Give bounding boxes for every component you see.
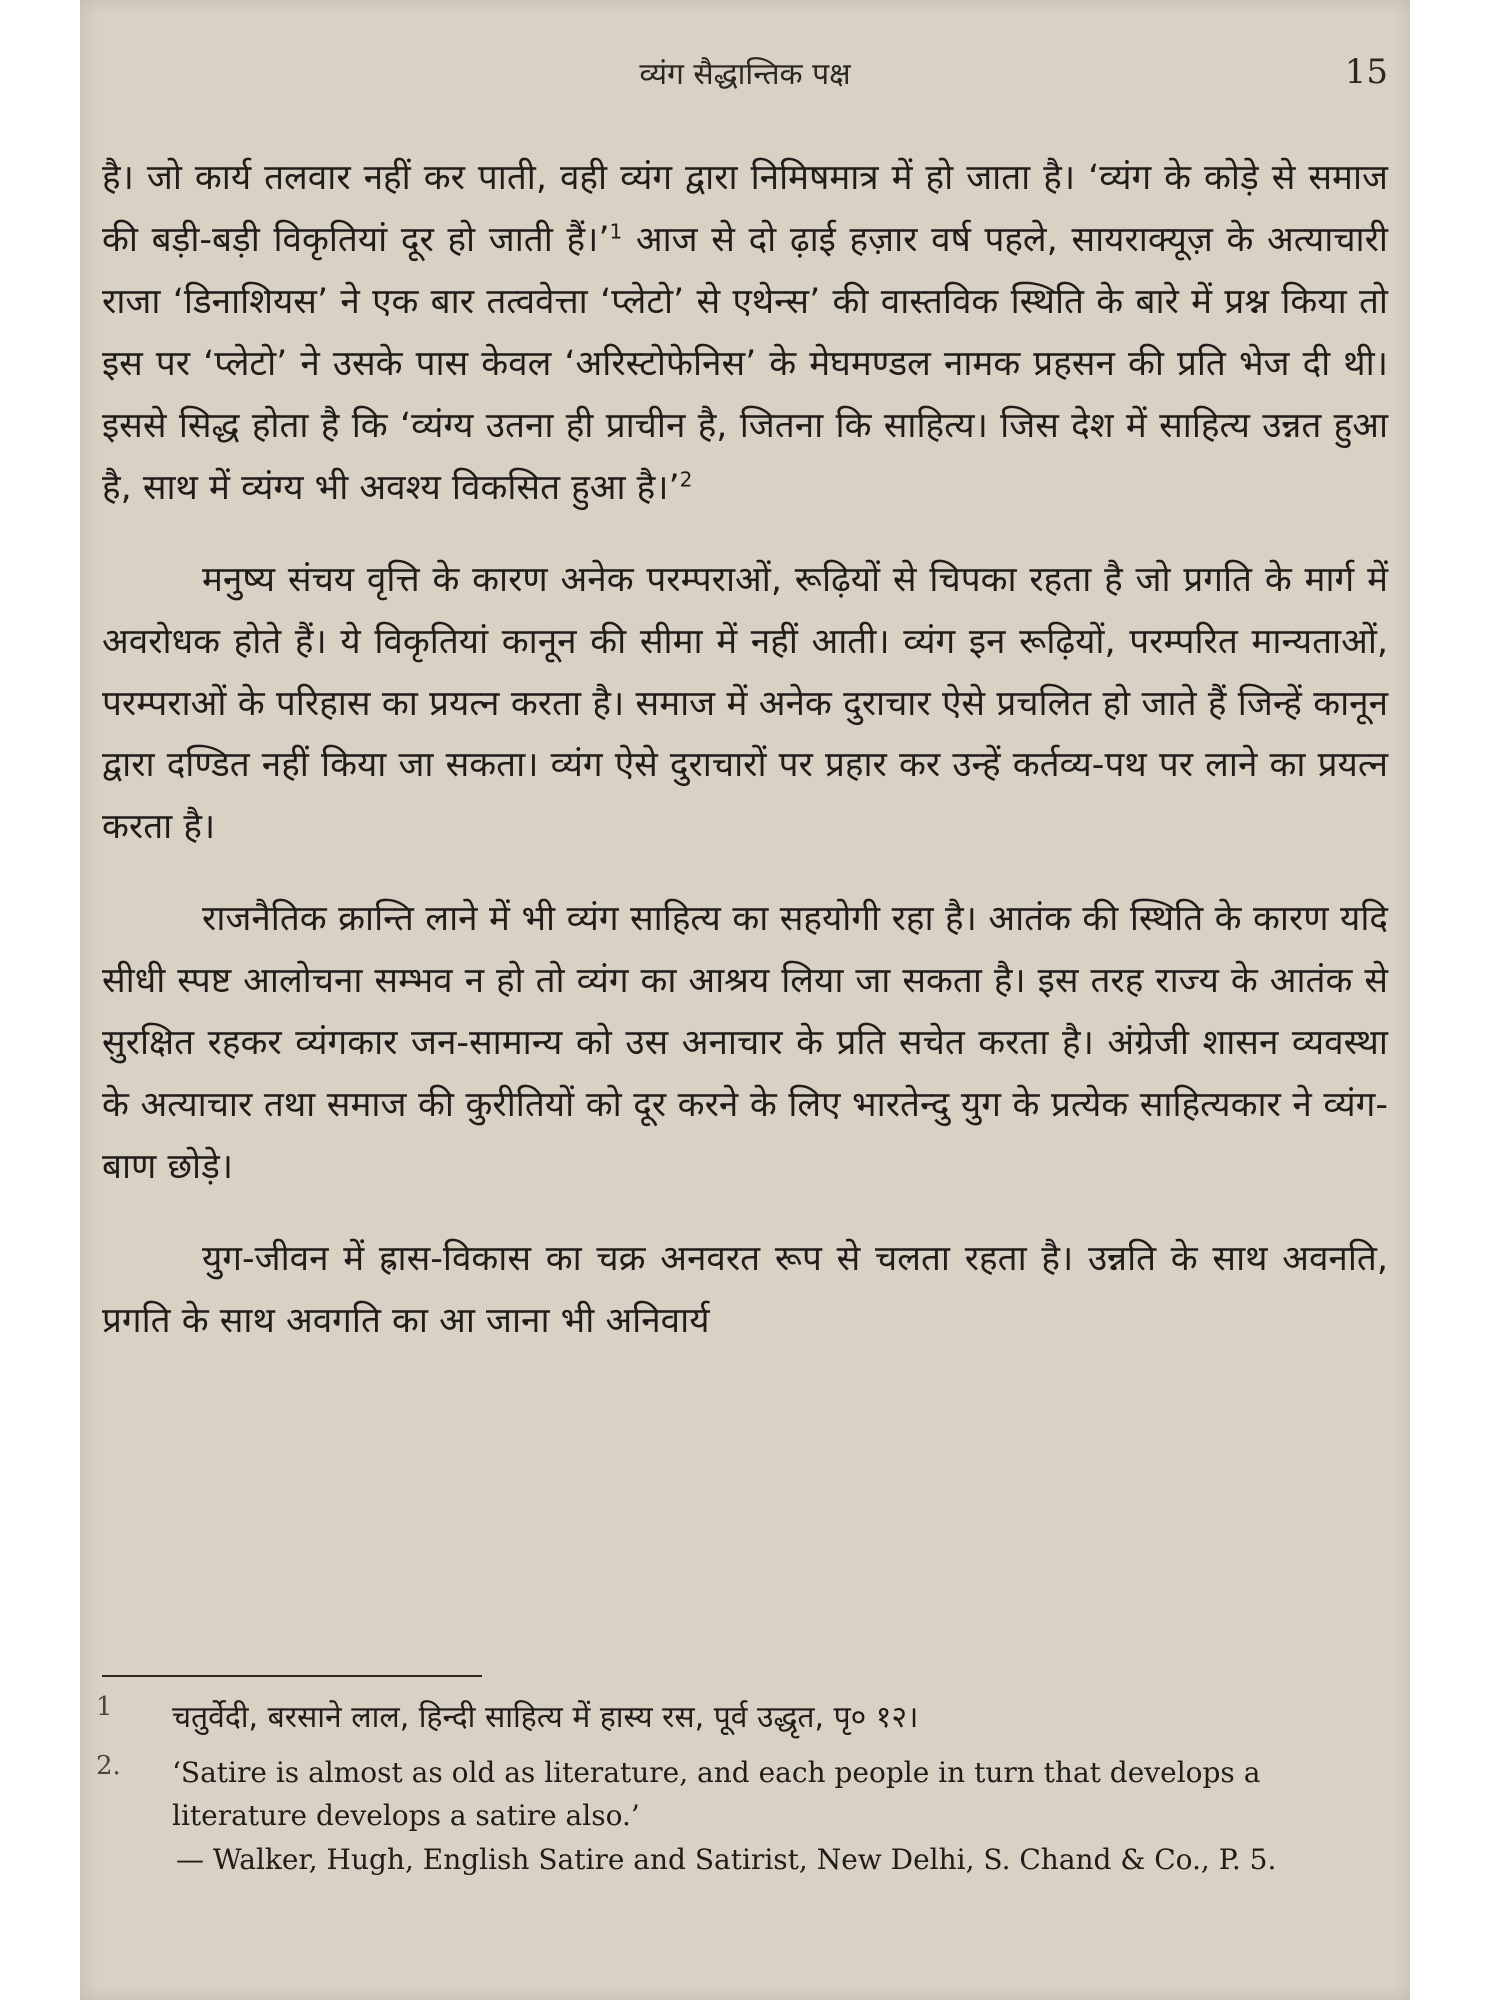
running-title: व्यंग सैद्धान्तिक पक्ष	[639, 57, 851, 92]
footnote-2-source: — Walker, Hugh, English Satire and Satirist, New Delhi, S. Chand & Co., P. 5.	[176, 1842, 1277, 1876]
page	[80, 0, 1410, 2000]
paragraph-1-text-continued: आज से दो ढ़ाई हज़ार वर्ष पहले, सायराक्यूज़ के अत्याचारी राजा ‘डिनाशियस’ ने एक बार तत्ववेत्ता ‘प्लेटो’ से एथेन्स’ की वास्तविक स्थिति के बारे में प्रश्न किया तो इस पर ‘प्लेटो’ ने उसके पास केवल ‘अरिस्टोफेनिस’ के मेघमण्डल नामक प्रहसन की प्रति भेज दी थी। इससे सिद्ध होता है कि ‘व्यंग्य उतना ही प्राचीन है, जितना कि साहित्य। जिस देश में साहित्य उन्नत हुआ है, साथ में व्यंग्य भी अवश्य विकसित हुआ है।’	[102, 219, 1388, 508]
footnote-1	[80, 1692, 1410, 1743]
footnote-2-number: 2.	[96, 1751, 121, 1781]
footnote-2-body	[172, 1751, 1380, 1881]
body-text	[102, 148, 1388, 1353]
paragraph-4: युग-जीवन में ह्रास-विकास का चक्र अनवरत रूप से चलता रहता है। उन्नति के साथ अवनति, प्रगति के साथ अवगति का आ जाना भी अनिवार्य	[102, 1239, 1388, 1341]
paragraph-1-text: है। जो कार्य तलवार नहीं कर पाती, वही व्यंग द्वारा निमिषमात्र में हो जाता है। ‘व्यंग के कोड़े से समाज की बड़ी-बड़ी विकृतियां दूर हो जाती हैं।’	[102, 158, 1388, 260]
footnote-1-text: चतुर्वेदी, बरसाने लाल, हिन्दी साहित्य में हास्य रस, पूर्व उद्धृत, पृ० १२।	[172, 1700, 919, 1735]
footnote-ref-1: 1	[609, 219, 623, 244]
page-number: 15	[1344, 52, 1388, 92]
paragraph-3: राजनैतिक क्रान्ति लाने में भी व्यंग साहित्य का सहयोगी रहा है। आतंक की स्थिति के कारण यदि सीधी स्पष्ट आलोचना सम्भव न हो तो व्यंग का आश्रय लिया जा सकता है। इस तरह राज्य के आतंक से सुरक्षित रहकर व्यंगकार जन-सामान्य को उस अनाचार के प्रति सचेत करता है। अंग्रेजी शासन व्यवस्था के अत्याचार तथा समाज की कुरीतियों को दूर करने के लिए भारतेन्दु युग के प्रत्येक साहित्यकार ने व्यंग-बाण छोड़े।	[102, 899, 1388, 1188]
footnote-divider	[102, 1675, 482, 1677]
paragraph-1	[102, 148, 1388, 520]
footnote-ref-2: 2	[679, 467, 693, 492]
paragraph-2: मनुष्य संचय वृत्ति के कारण अनेक परम्पराओं, रूढ़ियों से चिपका रहता है जो प्रगति के मार्ग में अवरोधक होते हैं। ये विकृतियां कानून की सीमा में नहीं आती। व्यंग इन रूढ़ियों, परम्परित मान्यताओं, परम्पराओं के परिहास का प्रयत्न करता है। समाज में अनेक दुराचार ऐसे प्रचलित हो जाते हैं जिन्हें कानून द्वारा दण्डित नहीं किया जा सकता। व्यंग ऐसे दुराचारों पर प्रहार कर उन्हें कर्तव्य-पथ पर लाने का प्रयत्न करता है।	[102, 559, 1388, 848]
footnote-2	[80, 1751, 1410, 1881]
footnotes	[80, 1692, 1410, 1889]
footnote-1-number: 1	[96, 1692, 113, 1722]
footnote-2-quote: ‘Satire is almost as old as literature, and each people in turn that develops a literature develops a satire also.’	[172, 1756, 1261, 1833]
